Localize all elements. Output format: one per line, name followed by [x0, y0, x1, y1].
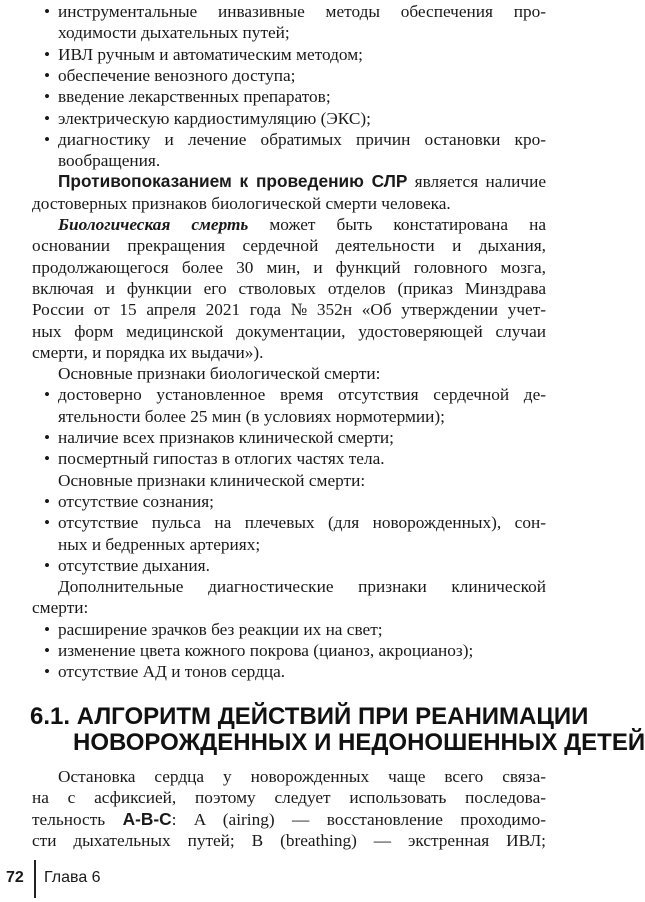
- list-item-line: инструментальные инвазивные методы обеспечения про-: [58, 2, 546, 21]
- bullet-marker: •: [43, 65, 51, 85]
- text-line: [58, 171, 546, 192]
- section-heading-line-2: НОВОРОЖДЕННЫХ И НЕДОНОШЕННЫХ ДЕТЕЙ: [73, 729, 645, 756]
- text-line: сти дыхательных путей; B (breathing) — экстренная ИВЛ;: [32, 830, 546, 850]
- section-heading-line-1: 6.1. АЛГОРИТМ ДЕЙСТВИЙ ПРИ РЕАНИМАЦИИ: [30, 703, 589, 730]
- text-line: ных форм медицинской документации, удостоверяющей случаи: [32, 321, 546, 341]
- list-item-line: диагностику и лечение обратимых причин остановки кро-: [58, 129, 546, 149]
- emphasis-text: А-В-С: [122, 808, 172, 829]
- bullet-marker: •: [43, 44, 51, 64]
- text-span: тельность: [32, 809, 123, 829]
- list-item-line: отсутствие сознания;: [58, 491, 214, 511]
- bullet-marker: •: [43, 2, 51, 21]
- text-line: продолжающегося более 30 мин, и функций головного мозга,: [32, 257, 546, 277]
- text-line: Остановка сердца у новорожденных чаще всего связа-: [58, 767, 546, 786]
- list-item-line: отсутствие дыхания.: [58, 555, 210, 575]
- list-item-line: достоверно установленное время отсутствия сердечной де-: [58, 385, 546, 405]
- chapter-label: Глава 6: [44, 869, 101, 886]
- text-line: ятельности более 25 мин (в условиях нормотермии);: [58, 406, 445, 426]
- list-item-line: изменение цвета кожного покрова (цианоз, акроцианоз);: [58, 641, 474, 660]
- text-line: на с асфиксией, поэтому следует использовать последова-: [32, 788, 546, 808]
- text-line: [58, 214, 546, 235]
- bullet-marker: •: [43, 449, 51, 469]
- text-line: ных и бедренных артериях;: [58, 534, 261, 554]
- emphasis-text: Противопоказанием к проведению СЛР: [58, 171, 408, 192]
- bullet-marker: •: [43, 555, 51, 575]
- bullet-marker: •: [43, 129, 51, 149]
- list-item-line: посмертный гипостаз в отлогих частях тела.: [58, 449, 385, 469]
- list-item-line: ИВЛ ручным и автоматическим методом;: [58, 44, 363, 64]
- list-item-line: электрическую кардиостимуляцию (ЭКС);: [58, 108, 371, 128]
- text-line: Дополнительные диагностические признаки клинической: [58, 577, 546, 597]
- text-line: смерти:: [32, 598, 89, 618]
- bullet-marker: •: [43, 619, 51, 639]
- emphasis-text: Биологическая смерть: [58, 215, 249, 234]
- bullet-marker: •: [43, 641, 51, 660]
- text-span: может быть констатирована на: [248, 215, 546, 234]
- list-item-line: расширение зрачков без реакции их на свет;: [58, 619, 383, 639]
- list-item-line: введение лекарственных препаратов;: [58, 87, 331, 107]
- text-line: достоверных признаков биологической смерти человека.: [32, 193, 451, 213]
- text-line: Основные признаки биологической смерти:: [58, 364, 381, 384]
- text-line: ходимости дыхательных путей;: [58, 23, 290, 43]
- bullet-marker: •: [43, 491, 51, 511]
- text-line: России от 15 апреля 2021 года № 352н «Об утверждении учет-: [32, 300, 546, 320]
- text-span: является наличие: [407, 172, 546, 192]
- list-item-line: обеспечение венозного доступа;: [58, 65, 296, 85]
- bullet-marker: •: [43, 87, 51, 107]
- bullet-marker: •: [43, 428, 51, 447]
- list-item-line: отсутствие АД и тонов сердца.: [58, 662, 286, 682]
- bullet-marker: •: [43, 385, 51, 405]
- bullet-marker: •: [43, 513, 51, 533]
- text-line: вообращения.: [58, 151, 161, 171]
- text-line: включая и функции его стволовых отделов (приказ Минздрава: [32, 278, 546, 298]
- list-item-line: наличие всех признаков клинической смерти;: [58, 428, 394, 447]
- text-line: основании прекращения сердечной деятельности и дыхания,: [32, 236, 546, 256]
- bullet-marker: •: [43, 108, 51, 128]
- list-item-line: отсутствие пульса на плечевых (для новорожденных), сон-: [58, 513, 546, 533]
- text-span: : A (airing) — восстановление проходимо-: [171, 809, 546, 829]
- text-line: [32, 809, 546, 830]
- text-line: Основные признаки клинической смерти:: [58, 470, 366, 490]
- page-number: 72: [6, 869, 24, 886]
- footer-divider: [34, 860, 36, 898]
- text-line: смерти, и порядка их выдачи»).: [32, 342, 264, 362]
- bullet-marker: •: [43, 662, 51, 682]
